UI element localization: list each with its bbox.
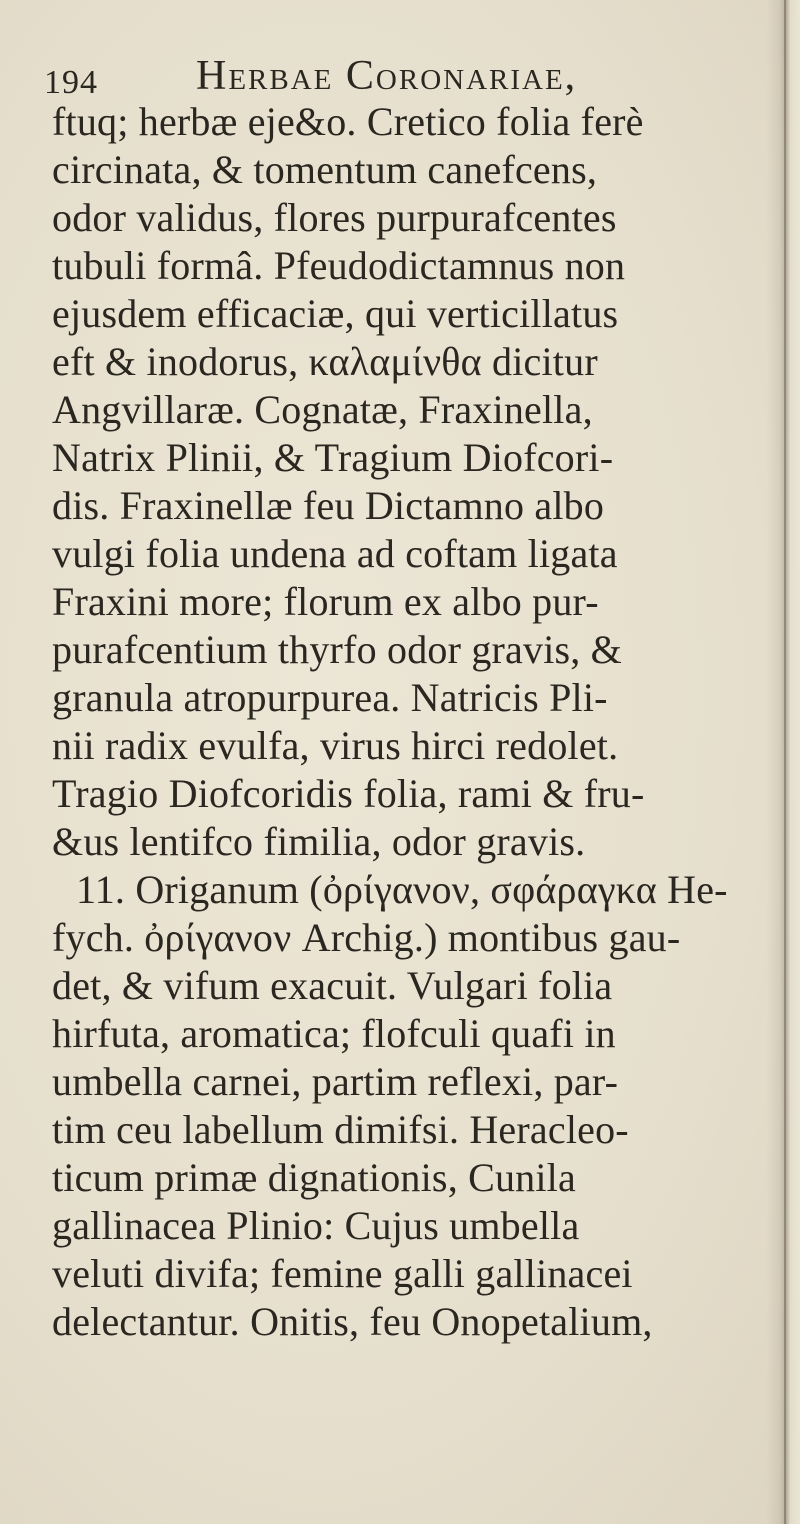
text-line: delectantur. Onitis, feu Onopetalium, — [52, 1299, 653, 1344]
text-line: circinata, & tomentum canefcens, — [52, 147, 598, 192]
text-line: ftuq; herbæ eje&o. Cretico folia ferè — [52, 99, 644, 144]
text-line: Natrix Plinii, & Tragium Diofcori- — [52, 435, 614, 480]
text-line: umbella carnei, partim reflexi, par- — [52, 1059, 619, 1104]
text-line: tubuli formâ. Pfeudodictamnus non — [52, 243, 626, 288]
text-line: ticum primæ dignationis, Cunila — [52, 1155, 576, 1200]
text-line: nii radix evulfa, virus hirci redolet. — [52, 723, 619, 768]
text-line: &us lentifco fimilia, odor gravis. — [52, 819, 586, 864]
text-line: Angvillaræ. Cognatæ, Fraxinella, — [52, 387, 593, 432]
text-line: hirfuta, aromatica; flofculi quafi in — [52, 1011, 616, 1056]
text-line: 11. Origanum (ὀρίγανον, σφάραγκα He- — [76, 867, 728, 912]
page-header — [40, 52, 760, 102]
gutter-edge-line — [784, 0, 786, 1524]
text-line: granula atropurpurea. Natricis Pli- — [52, 675, 608, 720]
running-title: Herbae Coronariae, — [196, 53, 578, 99]
text-line: eft & inodorus, καλαμίνθα dicitur — [52, 339, 598, 384]
text-line: Fraxini more; florum ex albo pur- — [52, 579, 599, 624]
text-line: det, & vifum exacuit. Vulgari folia — [52, 963, 613, 1008]
text-line: vulgi folia undena ad coftam ligata — [52, 531, 618, 576]
text-line: odor validus, flores purpurafcentes — [52, 195, 617, 240]
text-line: gallinacea Plinio: Cujus umbella — [52, 1203, 580, 1248]
text-line: fych. ὀρίγανον Archig.) montibus gau- — [52, 915, 681, 960]
text-line: tim ceu labellum dimifsi. Heracleo- — [52, 1107, 629, 1152]
text-line: dis. Fraxinellæ feu Dictamno albo — [52, 483, 605, 528]
page-number: 194 — [44, 64, 98, 101]
text-line: purafcentium thyrfo odor gravis, & — [52, 627, 622, 672]
text-line: veluti divifa; femine galli gallinacei — [52, 1251, 633, 1296]
body-text — [52, 98, 772, 1346]
text-line: ejusdem efficaciæ, qui verticillatus — [52, 291, 619, 336]
text-line: Tragio Diofcoridis folia, rami & fru- — [52, 771, 645, 816]
